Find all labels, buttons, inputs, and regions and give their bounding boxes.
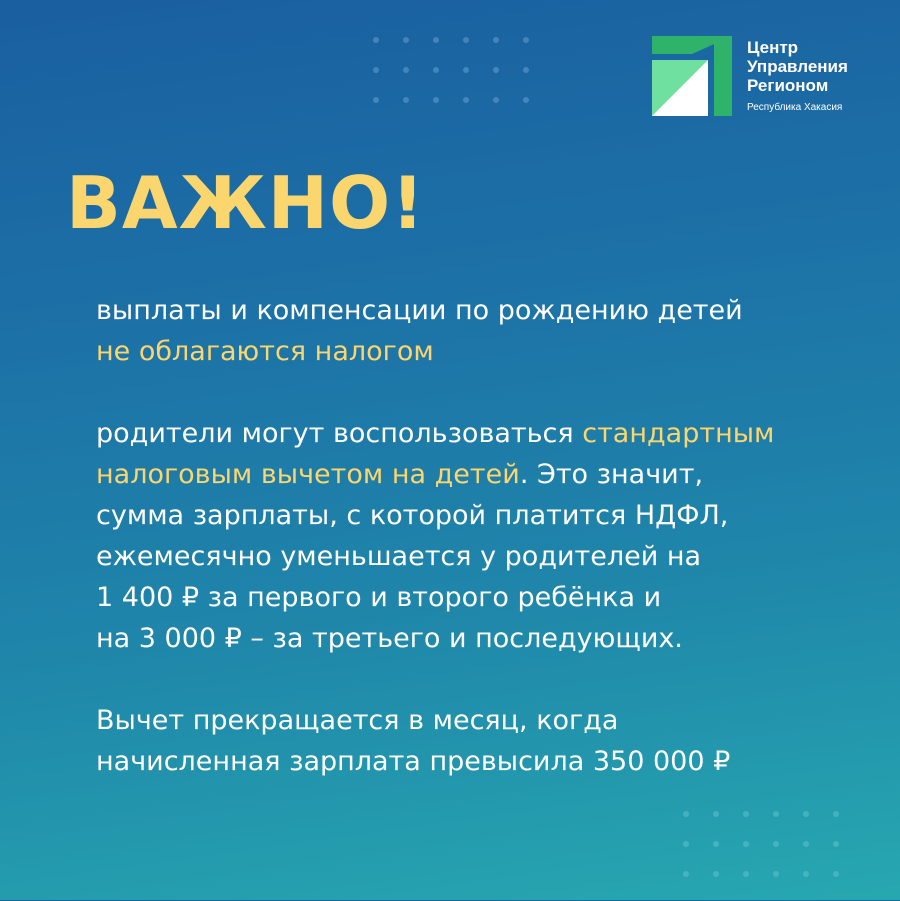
text-line: сумма зарплаты, с которой платится НДФЛ, xyxy=(96,500,729,531)
decorative-dot xyxy=(713,841,719,847)
decorative-dot xyxy=(683,841,689,847)
paragraph-deduction-stop xyxy=(96,700,876,782)
decorative-dot xyxy=(493,37,499,43)
decorative-dot xyxy=(373,97,379,103)
text-line: Вычет прекращается в месяц, когда xyxy=(96,705,619,736)
decorative-dot xyxy=(773,871,779,877)
text-line xyxy=(96,454,876,495)
decorative-dot xyxy=(523,37,529,43)
text-segment: . Это значит, xyxy=(519,459,704,490)
decorative-dot xyxy=(493,67,499,73)
body-text xyxy=(96,290,876,823)
text-line: выплаты и компенсации по рождению детей xyxy=(96,295,743,326)
decorative-dot xyxy=(523,67,529,73)
paragraph-tax-deduction xyxy=(96,413,876,659)
decorative-dot xyxy=(433,37,439,43)
paragraph-payments xyxy=(96,290,876,372)
decorative-dot xyxy=(773,841,779,847)
text-line: начисленная зарплата превысила 350 000 ₽ xyxy=(96,746,731,777)
text-line: на 3 000 ₽ – за третьего и последующих. xyxy=(96,623,683,654)
decorative-dot xyxy=(833,871,839,877)
decorative-dot xyxy=(403,67,409,73)
decorative-dots-top xyxy=(373,37,553,127)
decorative-dot xyxy=(463,97,469,103)
text-line xyxy=(96,413,876,454)
decorative-dot xyxy=(373,37,379,43)
decorative-dot xyxy=(463,67,469,73)
text-segment: родители могут воспользоваться xyxy=(96,418,583,449)
highlight-text: не облагаются налогом xyxy=(96,336,434,367)
logo-title-line: Центр xyxy=(747,38,799,57)
highlight-text: налоговым вычетом на детей xyxy=(96,459,520,490)
decorative-dot xyxy=(403,97,409,103)
decorative-dot xyxy=(803,871,809,877)
logo-title-line: Управления xyxy=(747,57,848,76)
logo-title-line: Регионом xyxy=(747,76,829,95)
decorative-dot xyxy=(713,871,719,877)
decorative-dots-bottom xyxy=(683,811,863,901)
decorative-dot xyxy=(403,37,409,43)
text-line: ежемесячно уменьшается у родителей на xyxy=(96,541,702,572)
decorative-dot xyxy=(683,871,689,877)
decorative-dot xyxy=(493,97,499,103)
headline: ВАЖНО! xyxy=(66,161,426,245)
decorative-dot xyxy=(433,97,439,103)
decorative-dot xyxy=(743,841,749,847)
logo-subtitle: Республика Хакасия xyxy=(747,102,843,113)
decorative-dot xyxy=(523,97,529,103)
decorative-dot xyxy=(373,67,379,73)
text-line: 1 400 ₽ за первого и второго ребёнка и xyxy=(96,582,662,613)
decorative-dot xyxy=(833,841,839,847)
logo-mark-icon xyxy=(652,36,732,116)
highlight-text: стандартным xyxy=(582,418,775,449)
decorative-dot xyxy=(803,841,809,847)
logo-title xyxy=(747,38,848,95)
decorative-dot xyxy=(433,67,439,73)
logo xyxy=(652,36,892,120)
decorative-dot xyxy=(463,37,469,43)
decorative-dot xyxy=(743,871,749,877)
